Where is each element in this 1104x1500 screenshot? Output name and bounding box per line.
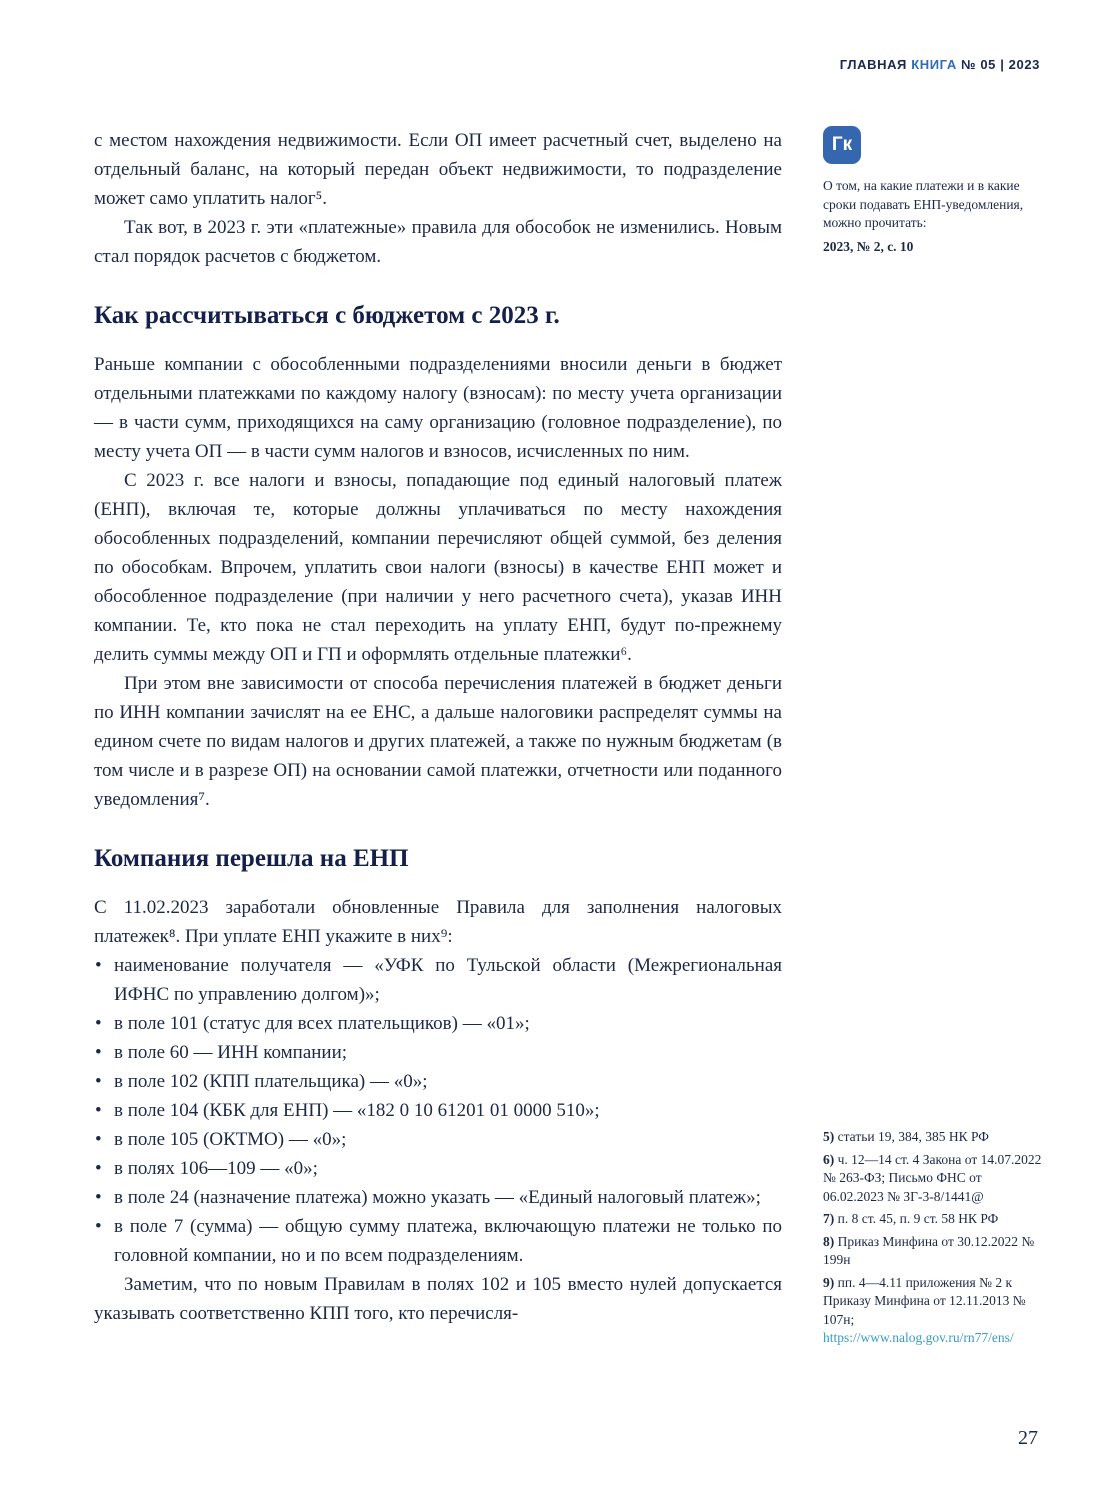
- paragraph: При этом вне зависимости от способа перечисления платежей в бюджет деньги по ИНН компании зачислят на ее ЕНС, а дальше налоговики распределят суммы на едином счете по видам налогов и других платежей, а также по нужным бюджетам (в том числе и в разрезе ОП) на основании самой платежки, отчетности или поданного уведомления⁷.: [94, 673, 782, 810]
- paragraph: с местом нахождения недвижимости. Если ОП имеет расчетный счет, выделено на отдельный баланс, на который передан объект недвижимости, то подразделение может само уплатить налог⁵.: [94, 130, 782, 209]
- footnote: [823, 1233, 1043, 1270]
- section-title-enp: Компания перешла на ЕНП: [94, 845, 409, 872]
- margin-note-block: [823, 126, 1043, 256]
- footnote-link-wrap: [823, 1329, 1043, 1348]
- brand-glavnaya: ГЛАВНАЯ: [839, 57, 907, 72]
- bullet-item: • в поле 24 (назначение платежа) можно указать — «Единый налоговый платеж»;: [94, 1183, 782, 1212]
- footnote-number: 6): [823, 1151, 835, 1167]
- paragraph: С 11.02.2023 заработали обновленные Правила для заполнения налоговых платежек⁸. При уплате ЕНП укажите в них⁹:: [94, 897, 782, 947]
- bullet-item: • в поле 101 (статус для всех плательщиков) — «01»;: [94, 1009, 782, 1038]
- paragraph: Заметим, что по новым Правилам в полях 102 и 105 вместо нулей допускается указывать соответственно КПП того, кто перечисля-: [94, 1274, 782, 1324]
- footnote-number: 9): [823, 1274, 835, 1290]
- paragraph: Так вот, в 2023 г. эти «платежные» правила для обособок не изменились. Новым стал порядок расчетов с бюджетом.: [94, 217, 782, 267]
- margin-note-reference: 2023, № 2, с. 10: [823, 238, 914, 254]
- bullet-list: [94, 951, 782, 1270]
- article-body: [94, 126, 782, 1328]
- footnote-text: пп. 4—4.11 приложения № 2 к Приказу Минфина от 12.11.2013 № 107н;: [823, 1274, 1026, 1327]
- footnote-number: 7): [823, 1211, 835, 1226]
- footnote-text: ч. 12—14 ст. 4 Закона от 14.07.2022 № 263-ФЗ; Письмо ФНС от 06.02.2023 № ЗГ-3-8/1441@: [823, 1151, 1042, 1204]
- paragraph: С 2023 г. все налоги и взносы, попадающие под единый налоговый платеж (ЕНП), включая те, которые должны уплачиваться по месту нахождения обособленных подразделений, компании перечисляют общей суммой, без деления по обособкам. Впрочем, уплатить свои налоги (взносы) в качестве ЕНП может и обособленное подразделение (при наличии у него расчетного счета), указав ИНН компании. Те, кто пока не стал переходить на уплату ЕНП, будут по-прежнему делить суммы между ОП и ГП и оформлять отдельные платежки⁶.: [94, 470, 782, 665]
- nalog-link[interactable]: https://www.nalog.gov.ru/rn77/ens/: [823, 1330, 1014, 1345]
- bullet-item: • в полях 106—109 — «0»;: [94, 1154, 782, 1183]
- footnote-text: Приказ Минфина от 30.12.2022 № 199н: [823, 1233, 1035, 1267]
- footnote-number: 5): [823, 1129, 835, 1144]
- footnote: [823, 1151, 1043, 1207]
- footnote-text: п. 8 ст. 45, п. 9 ст. 58 НК РФ: [837, 1211, 999, 1226]
- bullet-item: • в поле 60 — ИНН компании;: [94, 1038, 782, 1067]
- footnote: [823, 1128, 1043, 1147]
- footnote-number: 8): [823, 1233, 835, 1249]
- bullet-item: • в поле 104 (КБК для ЕНП) — «182 0 10 61201 01 0000 510»;: [94, 1096, 782, 1125]
- footnote-text: статьи 19, 384, 385 НК РФ: [837, 1129, 989, 1144]
- bullet-item: • в поле 102 (КПП плательщика) — «0»;: [94, 1067, 782, 1096]
- footnote: [823, 1210, 1043, 1229]
- gk-logo-icon: Гк: [823, 126, 861, 164]
- bullet-item: • в поле 105 (ОКТМО) — «0»;: [94, 1125, 782, 1154]
- brand-kniga: КНИГА: [911, 57, 957, 72]
- bullet-item: • в поле 7 (сумма) — общую сумму платежа, включающую платежи не только по головной компании, но и по всем подразделениям.: [94, 1212, 782, 1270]
- paragraph: Раньше компании с обособленными подразделениями вносили деньги в бюджет отдельными платежками по каждому налогу (взносам): по месту учета организации — в части сумм, приходящихся на саму организацию (головное подразделение), по месту учета ОП — в части сумм налогов и взносов, исчисленных по ним.: [94, 354, 782, 462]
- issue-header: [840, 57, 1040, 72]
- bullet-item: • наименование получателя — «УФК по Тульской области (Межрегиональная ИФНС по управлению долгом)»;: [94, 951, 782, 1009]
- section-title-budget: Как рассчитываться с бюджетом с 2023 г.: [94, 302, 560, 329]
- footnote: [823, 1274, 1043, 1348]
- page-number: 27: [1018, 1427, 1038, 1449]
- issue-number: № 05 | 2023: [961, 57, 1040, 72]
- margin-note-text: О том, на какие платежи и в какие сроки подавать ЕНП-уведомления, можно прочитать:: [823, 178, 1024, 230]
- footnotes: [823, 1128, 1043, 1352]
